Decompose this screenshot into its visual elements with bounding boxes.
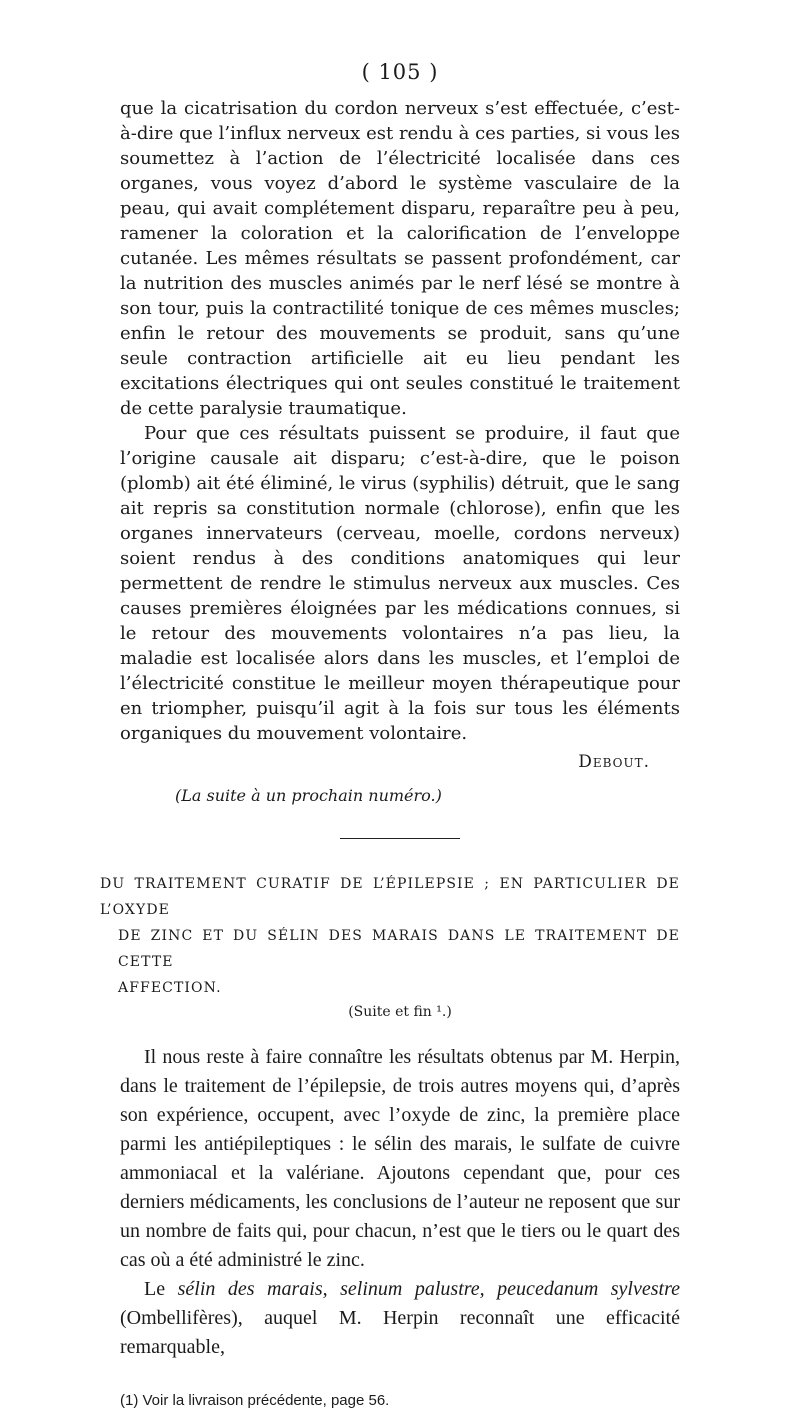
article2-paragraph-2-start: Le: [144, 1278, 178, 1300]
article1-paragraph-1: que la cicatrisation du cordon nerveux s’est effectuée, c’est-à-dire que l’influx nerveux est rendu à ces parties, si vous les soumettez à l’action de l’électricité localisée dans ces organes, vous voyez d’abord le système vasculaire de la peau, qui avait complétement disparu, reparaître peu à peu, ramener la coloration et la calorification de l’enveloppe cutanée. Les mêmes résultats se passent profondément, car la nutrition des muscles animés par le nerf lésé se montre à son tour, puis la contractilité tonique de ces mêmes muscles; enfin le retour des mouvements se produit, sans qu’une seule contraction artificielle ait eu lieu pendant les excitations électriques qui ont seules constitué le traitement de cette paralysie traumatique.: [120, 98, 680, 419]
footnote: (1) Voir la livraison précédente, page 56.: [120, 1392, 390, 1409]
article2-paragraph-2-end: (Ombellifères), auquel M. Herpin reconnaît une efficacité remarquable,: [120, 1307, 680, 1358]
article2-paragraph-2-italic: sélin des marais, selinum palustre, peucedanum sylvestre: [177, 1278, 680, 1300]
article2-title-line-1: DU TRAITEMENT CURATIF DE L’ÉPILEPSIE ; EN PARTICULIER DE L’OXYDE: [100, 876, 680, 918]
author-signature: Debout.: [578, 752, 650, 772]
article1-paragraph-2: Pour que ces résultats puissent se produire, il faut que l’origine causale ait disparu; c’est-à-dire, que le poison (plomb) ait été éliminé, le virus (syphilis) détruit, que le sang ait repris sa constitution normale (chlorose), enfin que les organes innervateurs (cerveau, moelle, cordons nerveux) soient rendus à des conditions anatomiques qui leur permettent de rendre le stimulus nerveux aux muscles. Ces causes premières éloignées par les médications connues, si le retour des mouvements volontaires n’a pas lieu, la maladie est localisée alors dans les muscles, et l’emploi de l’électricité constitue le meilleur moyen thérapeutique pour en triompher, puisqu’il agit à la fois sur tous les éléments organiques du mouvement volontaire.: [120, 423, 680, 744]
article2-title-line-3: AFFECTION.: [118, 980, 222, 996]
continued-note: (La suite à un prochain numéro.): [175, 786, 442, 805]
article2-paragraph-1: Il nous reste à faire connaître les résultats obtenus par M. Herpin, dans le traitement de l’épilepsie, de trois autres moyens qui, d’après son expérience, occupent, avec l’oxyde de zinc, la première place parmi les antiépileptiques : le sélin des marais, le sulfate de cuivre ammoniacal et la valériane. Ajoutons cependant que, pour ces derniers médicaments, les conclusions de l’auteur ne reposent que sur un nombre de faits qui, pour chacun, n’est que le tiers ou le quart des cas où a été administré le zinc.: [120, 1046, 680, 1271]
article2-subtitle: (Suite et fin ¹.): [348, 1004, 452, 1020]
article2-title-line-2: DE ZINC ET DU SÉLIN DES MARAIS DANS LE TRAITEMENT DE CETTE: [118, 928, 680, 970]
page-number: ( 105 ): [361, 60, 439, 84]
section-divider: [340, 838, 460, 839]
book-page: [100, 56, 680, 1412]
article2-title: [100, 871, 680, 1001]
article2-paragraph-2: [120, 1275, 680, 1362]
article2: [100, 871, 680, 1362]
